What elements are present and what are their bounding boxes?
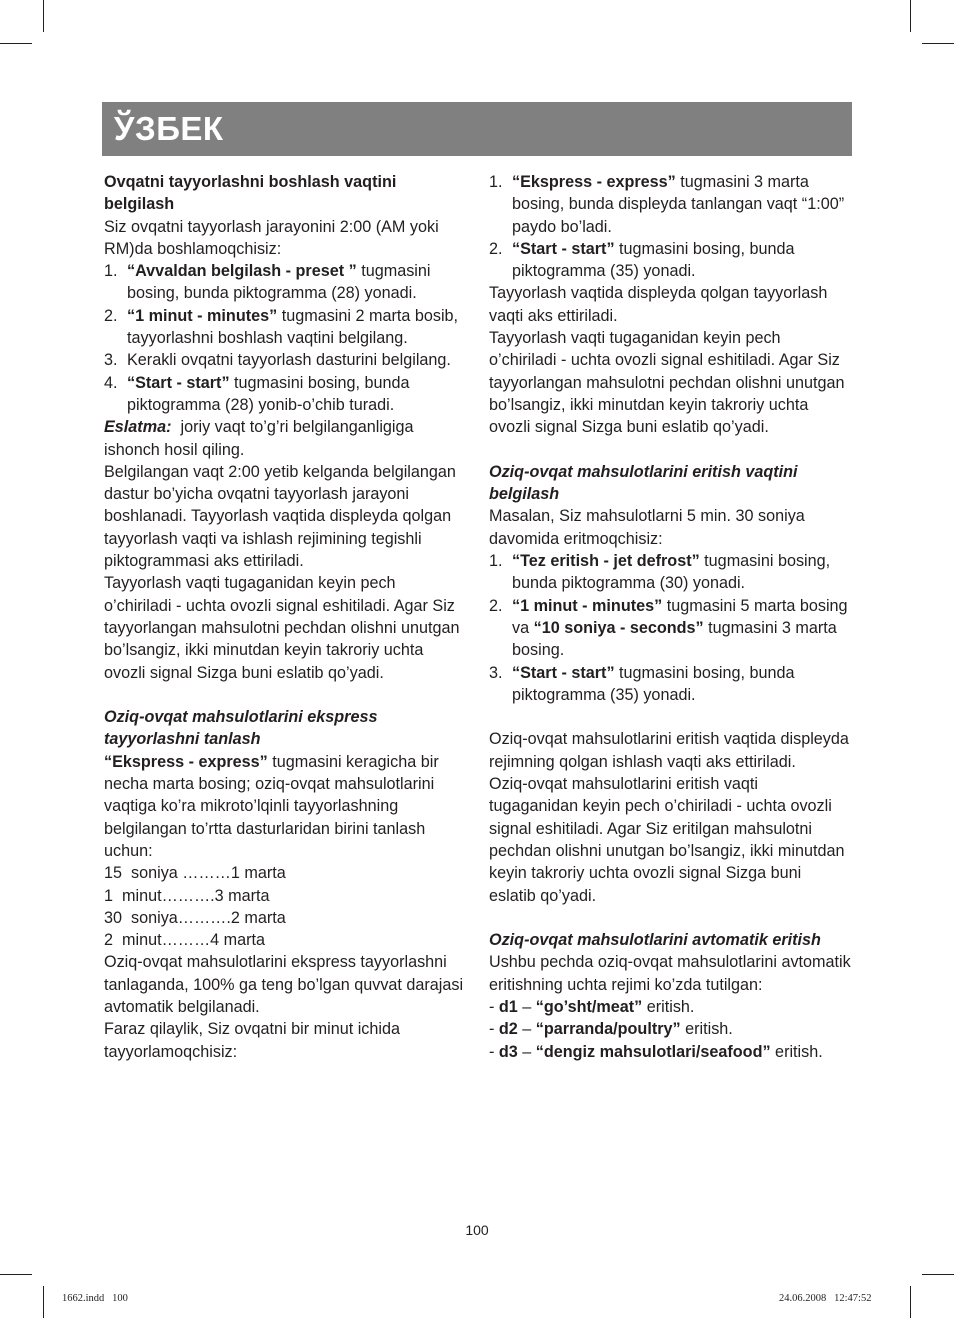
time-row: 15 soniya ………1 marta [104, 864, 286, 883]
crop-mark [922, 1274, 954, 1275]
paragraph: Oziq-ovqat mahsulotlarini eritish vaqti tugaganidan keyin pech o’chiriladi - uchta ovozli signal eshitiladi. Agar Siz eritilgan mahsulotni pechdan olishni unutgan bo’lsangiz, ikki minutdan keyin takroriy uchta ovozli signal Sizga buni eslatib qo’yadi. [489, 775, 845, 905]
file-info: 1662.indd 100 [62, 1293, 128, 1304]
list-item: 1. “Ekspress - express” tugmasini 3 marta bosing, bunda displeyda tanlangan vaqt “1:00” paydo bo’ladi. [489, 173, 845, 236]
time-row: 30 soniya……….2 marta [104, 908, 286, 927]
note-label: Eslatma: [104, 418, 172, 437]
note: Eslatma: joriy vaqt to’g’ri belgilanganligiga ishonch hosil qiling. [104, 418, 419, 459]
list-item: 3. Kerakli ovqatni tayyorlash dasturini belgilang. [104, 351, 451, 370]
paragraph: Masalan, Siz mahsulotlarni 5 min. 30 soniya davomida eritmoqchisiz: [489, 507, 805, 548]
mode-item: - d1 – “go’sht/meat” eritish. [489, 997, 695, 1016]
paragraph: Tayyorlash vaqti tugaganidan keyin pech o’chiriladi - uchta ovozli signal eshitiladi. Agar Siz tayyorlangan mahsulotni pechdan olishni unutgan bo’lsangiz, ikki minutdan keyin takroriy uchta ovozli signal Sizga buni eslatib qo’yadi. [104, 574, 460, 682]
list-item: 1. “Avvaldan belgilash - preset ” tugmasini bosing, bunda piktogramma (28) yonadi. [104, 262, 431, 303]
list-item: 3. “Start - start” tugmasini bosing, bunda piktogramma (35) yonadi. [489, 663, 795, 704]
paragraph: “Ekspress - express” tugmasini keragicha bir necha marta bosing; oziq-ovqat mahsulotlarini vaqtiga ko’ra mikroto’lqinli tayyorlashning belgilangan to’rtta dasturlaridan birini tanlash uchun: [104, 752, 439, 860]
crop-mark [922, 43, 954, 44]
crop-mark [910, 0, 911, 32]
section-heading: Oziq-ovqat mahsulotlarini ekspress tayyorlashni tanlash [104, 708, 378, 749]
section-heading: Oziq-ovqat mahsulotlarini avtomatik eritish [489, 931, 821, 950]
crop-mark [910, 1286, 911, 1318]
paragraph: Belgilangan vaqt 2:00 yetib kelganda belgilangan dastur bo’yicha ovqatni tayyorlash jarayoni boshlanadi. Tayyorlash vaqtida displeyda qolgan tayyorlash vaqti va ishlash rejimining tegishli piktogrammasi aks ettiriladi. [104, 462, 456, 571]
language-banner [102, 102, 852, 156]
list-item: 2. “1 minut - minutes” tugmasini 5 marta bosing va “10 soniya - seconds” tugmasini 3 marta bosing. [489, 596, 848, 660]
section-heading: Ovqatni tayyorlashni boshlash vaqtini belgilash [104, 173, 397, 214]
paragraph: Siz ovqatni tayyorlash jarayonini 2:00 (AM yoki RM)da boshlamoqchisiz: [104, 217, 439, 258]
time-row: 1 minut……….3 marta [104, 886, 270, 905]
page-number: 100 [465, 1222, 489, 1238]
right-column [489, 171, 851, 1063]
paragraph: Faraz qilaylik, Siz ovqatni bir minut ichida tayyorlamoqchisiz: [104, 1020, 400, 1061]
print-timestamp: 24.06.2008 12:47:52 [779, 1293, 872, 1304]
language-title: ЎЗБЕК [114, 110, 224, 147]
left-column [104, 171, 466, 1063]
paragraph: Ushbu pechda oziq-ovqat mahsulotlarini avtomatik eritishning uchta rejimi ko’zda tutilgan: [489, 953, 851, 994]
paragraph: Oziq-ovqat mahsulotlarini eritish vaqtida displeyda rejimning qolgan ishlash vaqti aks ettiriladi. [489, 730, 849, 771]
list-item: 1. “Tez eritish - jet defrost” tugmasini bosing, bunda piktogramma (30) yonadi. [489, 552, 831, 593]
mode-item: - d3 – “dengiz mahsulotlari/seafood” eritish. [489, 1042, 823, 1061]
list-item: 2. “Start - start” tugmasini bosing, bunda piktogramma (35) yonadi. [489, 239, 795, 281]
paragraph: Tayyorlash vaqti tugaganidan keyin pech o’chiriladi - uchta ovozli signal eshitiladi. Agar Siz tayyorlangan mahsulotni pechdan olishni unutgan bo’lsangiz, ikki minutdan keyin takroriy uchta ovozli signal Sizga buni eslatib qo’yadi. [489, 329, 845, 437]
mode-item: - d2 – “parranda/poultry” eritish. [489, 1020, 733, 1039]
time-row: 2 minut………4 marta [104, 931, 266, 950]
crop-mark [43, 1286, 44, 1318]
crop-mark [0, 43, 32, 44]
section-heading: Oziq-ovqat mahsulotlarini eritish vaqtini belgilash [489, 462, 798, 504]
paragraph: Oziq-ovqat mahsulotlarini ekspress tayyorlashni tanlaganda, 100% ga teng bo’lgan quvvat darajasi avtomatik belgilanadi. [104, 953, 464, 1016]
crop-mark [0, 1274, 32, 1275]
paragraph: Tayyorlash vaqtida displeyda qolgan tayyorlash vaqti aks ettiriladi. [489, 284, 828, 325]
list-item: 4. “Start - start” tugmasini bosing, bunda piktogramma (28) yonib-o’chib turadi. [104, 373, 410, 414]
list-item: 2. “1 minut - minutes” tugmasini 2 marta bosib, tayyorlashni boshlash vaqtini belgilang. [104, 306, 459, 348]
crop-mark [43, 0, 44, 32]
